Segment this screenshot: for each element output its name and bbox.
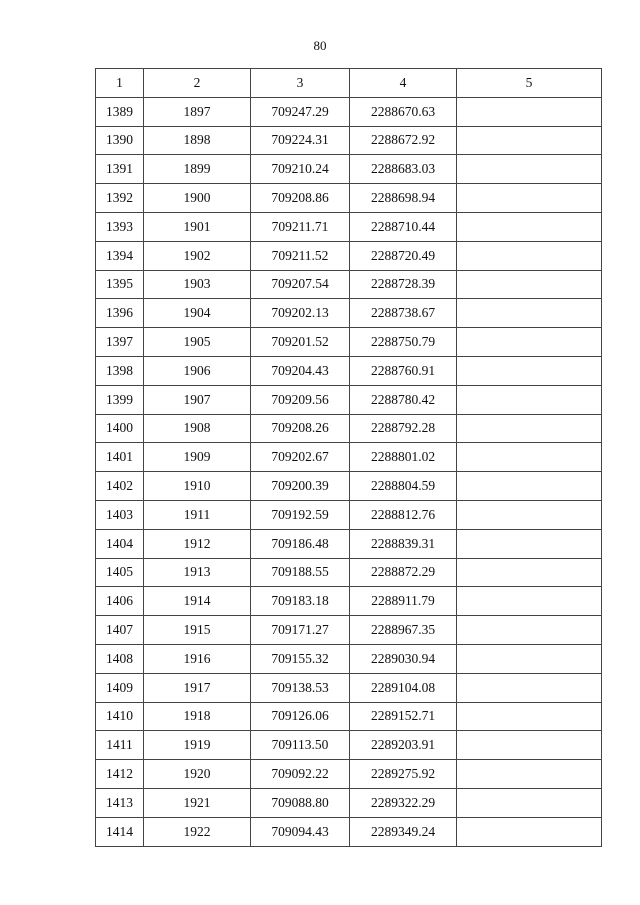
table-row [96, 414, 602, 443]
table-cell: 2288728.39 [350, 270, 457, 299]
table-cell: 709210.24 [251, 155, 350, 184]
table-cell: 2289203.91 [350, 731, 457, 760]
table-row [96, 299, 602, 328]
table-cell [457, 702, 602, 731]
table-row [96, 817, 602, 846]
table-cell: 709094.43 [251, 817, 350, 846]
table-row [96, 472, 602, 501]
table-cell [457, 760, 602, 789]
table-row [96, 155, 602, 184]
table-cell: 709113.50 [251, 731, 350, 760]
table-cell: 709224.31 [251, 126, 350, 155]
table-cell: 2288911.79 [350, 587, 457, 616]
table-cell: 1409 [96, 673, 144, 702]
table-cell [457, 328, 602, 357]
table-cell: 2288698.94 [350, 184, 457, 213]
table-cell: 709204.43 [251, 356, 350, 385]
column-header: 2 [144, 69, 251, 98]
table-cell: 1405 [96, 558, 144, 587]
table-cell: 1904 [144, 299, 251, 328]
table-cell: 709207.54 [251, 270, 350, 299]
table-cell: 1908 [144, 414, 251, 443]
column-header: 3 [251, 69, 350, 98]
table-cell: 709138.53 [251, 673, 350, 702]
table-cell: 709183.18 [251, 587, 350, 616]
table-cell: 1414 [96, 817, 144, 846]
table-cell: 1396 [96, 299, 144, 328]
table-cell: 2288750.79 [350, 328, 457, 357]
table-cell: 1412 [96, 760, 144, 789]
column-header: 4 [350, 69, 457, 98]
table-row [96, 731, 602, 760]
table-cell: 1915 [144, 616, 251, 645]
table-cell: 1907 [144, 385, 251, 414]
table-cell: 1901 [144, 212, 251, 241]
table-cell: 709088.80 [251, 788, 350, 817]
table-cell: 1413 [96, 788, 144, 817]
table-cell: 2289104.08 [350, 673, 457, 702]
table-cell: 2289275.92 [350, 760, 457, 789]
table-cell: 1394 [96, 241, 144, 270]
table-cell: 709186.48 [251, 529, 350, 558]
table-cell: 1401 [96, 443, 144, 472]
table-row [96, 443, 602, 472]
table-cell: 1913 [144, 558, 251, 587]
table-cell: 2288683.03 [350, 155, 457, 184]
table-body [96, 97, 602, 846]
table-row [96, 587, 602, 616]
table-cell: 1392 [96, 184, 144, 213]
table-cell: 709126.06 [251, 702, 350, 731]
table-cell: 1389 [96, 97, 144, 126]
table-row [96, 126, 602, 155]
table-cell: 1397 [96, 328, 144, 357]
table-row [96, 356, 602, 385]
table-cell: 1411 [96, 731, 144, 760]
table-cell: 709247.29 [251, 97, 350, 126]
table-cell: 2288670.63 [350, 97, 457, 126]
table-cell: 2288967.35 [350, 616, 457, 645]
table-cell: 2288812.76 [350, 500, 457, 529]
table-cell: 2288672.92 [350, 126, 457, 155]
table-cell: 1407 [96, 616, 144, 645]
table-row [96, 97, 602, 126]
table-cell: 709200.39 [251, 472, 350, 501]
table-cell: 1403 [96, 500, 144, 529]
table-cell [457, 817, 602, 846]
table-cell: 1914 [144, 587, 251, 616]
table-cell: 2288839.31 [350, 529, 457, 558]
table-cell: 2289322.29 [350, 788, 457, 817]
table-cell [457, 126, 602, 155]
table-cell: 1921 [144, 788, 251, 817]
table-cell: 1917 [144, 673, 251, 702]
table-cell: 1903 [144, 270, 251, 299]
table-row [96, 673, 602, 702]
table-cell: 1909 [144, 443, 251, 472]
table-cell [457, 270, 602, 299]
table-cell [457, 529, 602, 558]
table-cell: 2288801.02 [350, 443, 457, 472]
table-cell: 709211.71 [251, 212, 350, 241]
table-cell: 1922 [144, 817, 251, 846]
table-cell [457, 212, 602, 241]
table-row [96, 500, 602, 529]
table-cell: 2289349.24 [350, 817, 457, 846]
table-cell: 1402 [96, 472, 144, 501]
table-cell: 1905 [144, 328, 251, 357]
column-header: 5 [457, 69, 602, 98]
table-row [96, 644, 602, 673]
table-cell: 2289152.71 [350, 702, 457, 731]
table-cell [457, 97, 602, 126]
table-cell: 1902 [144, 241, 251, 270]
table-cell: 1919 [144, 731, 251, 760]
table-cell: 1410 [96, 702, 144, 731]
table-row [96, 184, 602, 213]
table-cell: 709201.52 [251, 328, 350, 357]
table-cell [457, 558, 602, 587]
table-cell: 709092.22 [251, 760, 350, 789]
table-cell: 1408 [96, 644, 144, 673]
table-cell: 709211.52 [251, 241, 350, 270]
table-cell: 709188.55 [251, 558, 350, 587]
table-cell: 1920 [144, 760, 251, 789]
table-cell: 1404 [96, 529, 144, 558]
table-cell: 1399 [96, 385, 144, 414]
table-cell: 1898 [144, 126, 251, 155]
table-row [96, 328, 602, 357]
table-cell [457, 414, 602, 443]
table-cell: 1897 [144, 97, 251, 126]
table-cell: 1393 [96, 212, 144, 241]
table-cell [457, 731, 602, 760]
table-cell [457, 644, 602, 673]
table-cell [457, 356, 602, 385]
table-cell: 1398 [96, 356, 144, 385]
table-cell: 2288792.28 [350, 414, 457, 443]
table-cell: 1916 [144, 644, 251, 673]
table-cell [457, 241, 602, 270]
page-number: 80 [313, 38, 327, 53]
table-cell [457, 385, 602, 414]
table-row [96, 212, 602, 241]
table-cell [457, 155, 602, 184]
table-cell: 2288872.29 [350, 558, 457, 587]
table-cell: 709155.32 [251, 644, 350, 673]
table-cell: 1899 [144, 155, 251, 184]
table-cell: 1900 [144, 184, 251, 213]
table-cell [457, 673, 602, 702]
table-cell: 2288710.44 [350, 212, 457, 241]
table-cell: 709202.67 [251, 443, 350, 472]
table-cell: 2288738.67 [350, 299, 457, 328]
table-cell: 1391 [96, 155, 144, 184]
table-cell: 1910 [144, 472, 251, 501]
table-row [96, 788, 602, 817]
table-header-row [96, 69, 602, 98]
table-row [96, 616, 602, 645]
table-cell: 709208.86 [251, 184, 350, 213]
table-row [96, 270, 602, 299]
table-cell [457, 500, 602, 529]
table-row [96, 241, 602, 270]
table-cell: 2288720.49 [350, 241, 457, 270]
table-cell: 2288804.59 [350, 472, 457, 501]
table-cell [457, 299, 602, 328]
table-cell: 709171.27 [251, 616, 350, 645]
table-cell: 2289030.94 [350, 644, 457, 673]
table-cell [457, 472, 602, 501]
coordinates-table [95, 68, 602, 847]
table-cell: 1906 [144, 356, 251, 385]
table-cell: 1390 [96, 126, 144, 155]
table-row [96, 702, 602, 731]
table-row [96, 385, 602, 414]
table-cell: 709208.26 [251, 414, 350, 443]
table-row [96, 558, 602, 587]
table-cell [457, 184, 602, 213]
table-cell: 709192.59 [251, 500, 350, 529]
table-cell: 2288760.91 [350, 356, 457, 385]
table-cell: 2288780.42 [350, 385, 457, 414]
table-row [96, 760, 602, 789]
table-cell: 709202.13 [251, 299, 350, 328]
table-cell [457, 788, 602, 817]
table-cell: 709209.56 [251, 385, 350, 414]
column-header: 1 [96, 69, 144, 98]
table-cell: 1918 [144, 702, 251, 731]
table-cell: 1911 [144, 500, 251, 529]
table-cell [457, 616, 602, 645]
table-cell [457, 443, 602, 472]
table-cell: 1912 [144, 529, 251, 558]
table-row [96, 529, 602, 558]
table-cell: 1400 [96, 414, 144, 443]
table-cell: 1406 [96, 587, 144, 616]
table-cell: 1395 [96, 270, 144, 299]
table-cell [457, 587, 602, 616]
